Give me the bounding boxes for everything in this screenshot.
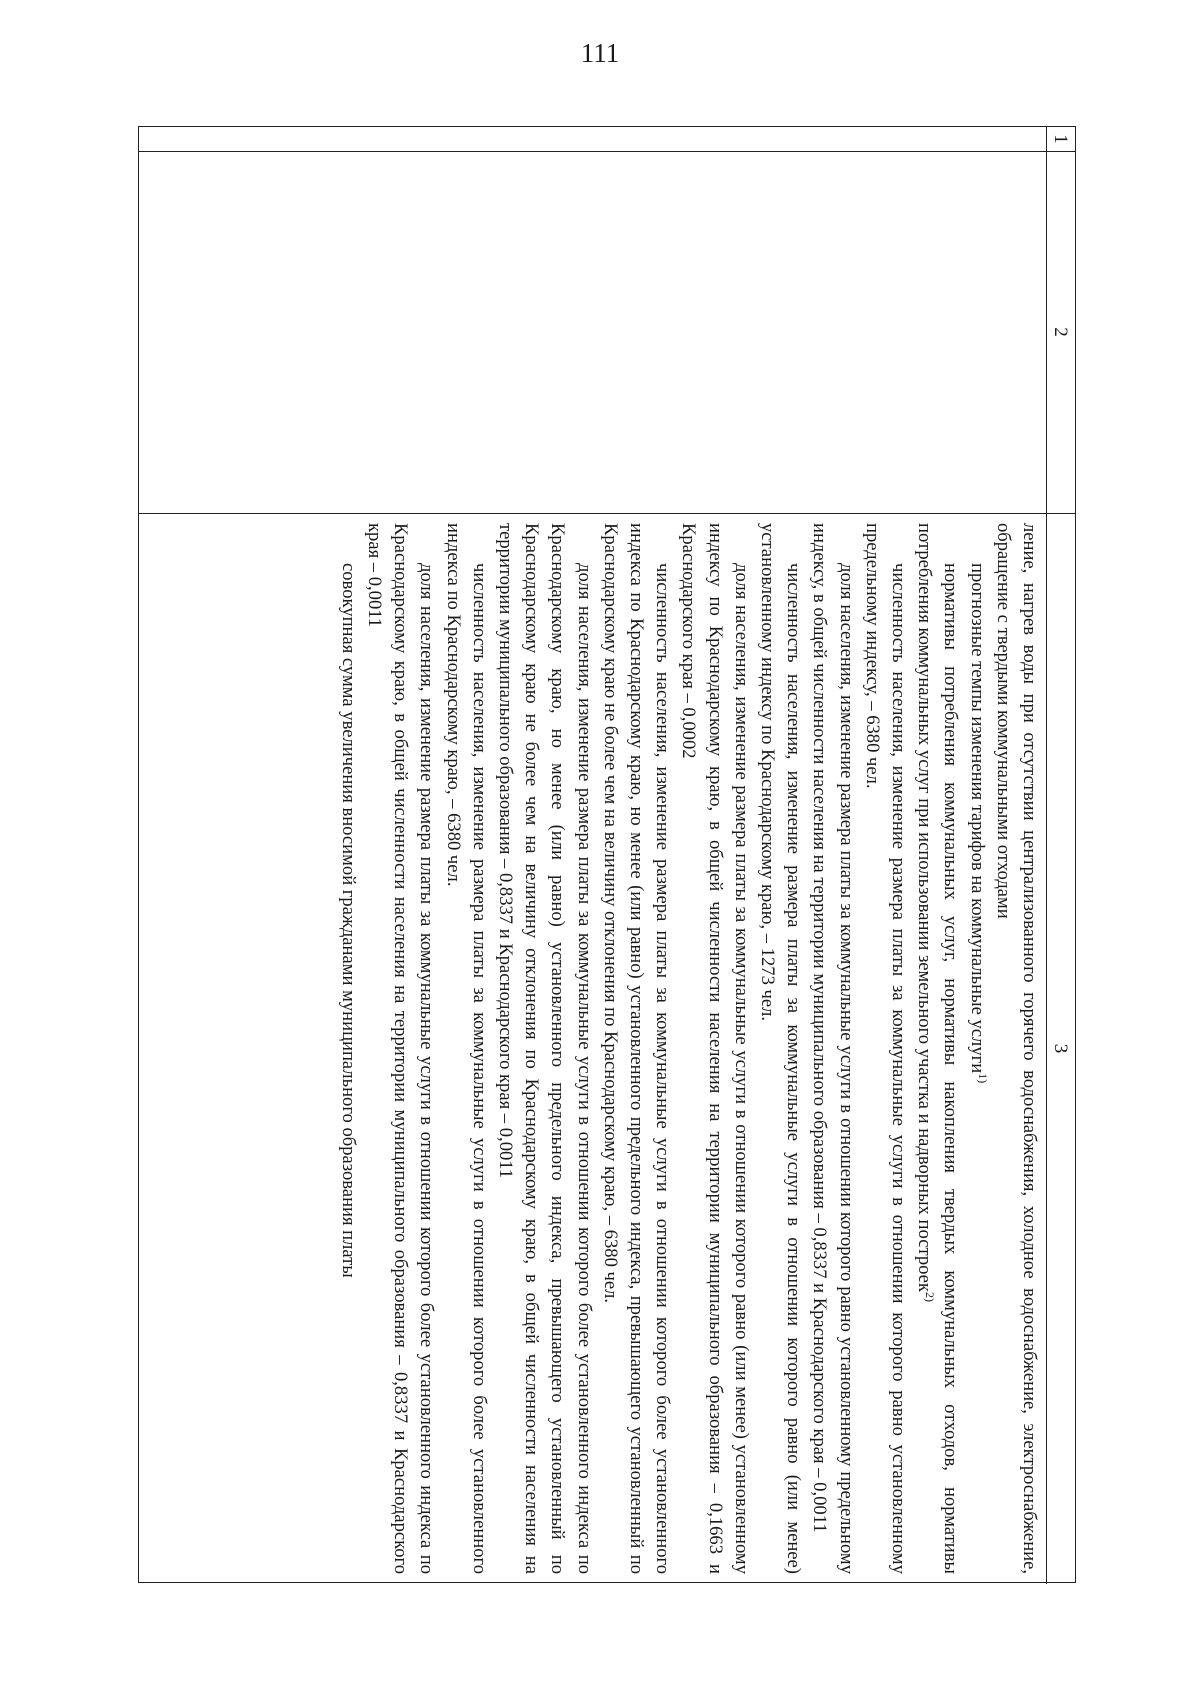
paragraph <box>439 523 491 1574</box>
paragraph <box>963 523 989 1574</box>
paragraph <box>335 523 361 1574</box>
paragraph-text: численность населения, изменение размера платы за коммунальные услуги в отношении которого равно установленному предельному индексу, – 6380 чел. <box>861 523 909 1574</box>
paragraph-text: численность населения, изменение размера платы за коммунальные услуги в отношении которого равно (или менее) установленному индексу по Краснодарскому краю, – 1273 чел. <box>756 523 805 1574</box>
paragraph <box>754 523 806 1574</box>
rotated-table <box>138 126 1076 1583</box>
paragraph-text: ление, нагрев воды при отсутствии централизованного горячего водоснабжения, холодное водоснабжение, электроснабжение, обращение с твердыми коммунальными отходами <box>992 523 1040 1574</box>
column-divider <box>139 151 1075 152</box>
footnote-ref: 1) <box>975 1073 990 1084</box>
paragraph-text: прогнозные темпы изменения тарифов на коммунальные услуги <box>966 563 988 1074</box>
paragraph-text: доля населения, изменение размера платы за коммунальные услуги в отношении которого равно установленному предельному индексу, в общей численности населения на территории муниципального образования – 0,8337 и Краснодарского края – 0,0011 <box>809 523 857 1574</box>
column-header-1: 1 <box>1046 127 1075 151</box>
paragraph-text: нормативы потребления коммунальных услуг, нормативы накопления твердых коммунальных отходов, нормативы потребления коммунальных услуг при использовании земельного участка и надворных построек <box>914 523 962 1574</box>
footnote-ref: 2) <box>923 1291 938 1302</box>
paragraph-text: совокупная сумма увеличения вносимой гражданами муниципального образования платы <box>337 563 359 1278</box>
table <box>138 126 1076 1583</box>
paragraph <box>675 523 754 1574</box>
column-3-content <box>335 513 1046 1584</box>
paragraph-text: доля населения, изменение размера платы за коммунальные услуги в отношении которого более установленного индекса по Краснодарскому краю, но менее (или равно) установленного предельного индекса, превышающего установленный по Краснодарскому краю не более чем на величину отклонения по Краснодарскому краю, в общей численности населения на территории муниципального образования – 0,8337 и Краснодарского края – 0,0011 <box>494 523 595 1574</box>
paragraph <box>361 523 440 1574</box>
column-header-3: 3 <box>1046 513 1075 1584</box>
paragraph <box>806 523 858 1574</box>
paragraph <box>492 523 597 1574</box>
page-number: 111 <box>580 38 620 68</box>
paragraph-text: доля населения, изменение размера платы за коммунальные услуги в отношении которого равно (или менее) установленному индексу по Краснодарскому краю, в общей численности населения на территории муниципального образования – 0,1663 и Краснодарского края – 0,0002 <box>678 523 752 1574</box>
paragraph-text: численность населения, изменение размера платы за коммунальные услуги в отношении которого более установленного индекса по Краснодарскому краю, но менее (или равно) установленного предельного индекса, превышающего установленный по Краснодарскому краю не более чем на величину отклонения по Краснодарскому краю, – 6380 чел. <box>599 523 674 1574</box>
paragraph <box>990 523 1042 1574</box>
paragraph-text: доля населения, изменение размера платы за коммунальные услуги в отношении которого более установленного индекса по Краснодарскому краю, в общей численности населения на территории муниципального образования – 0,8337 и Краснодарского края – 0,0011 <box>363 523 438 1574</box>
paragraph <box>911 523 963 1574</box>
paragraph-text: численность населения, изменение размера платы за коммунальные услуги в отношении которого более установленного индекса по Краснодарскому краю, – 6380 чел. <box>442 523 490 1574</box>
column-header-2: 2 <box>1046 151 1075 513</box>
paragraph <box>859 523 911 1574</box>
paragraph <box>597 523 676 1574</box>
